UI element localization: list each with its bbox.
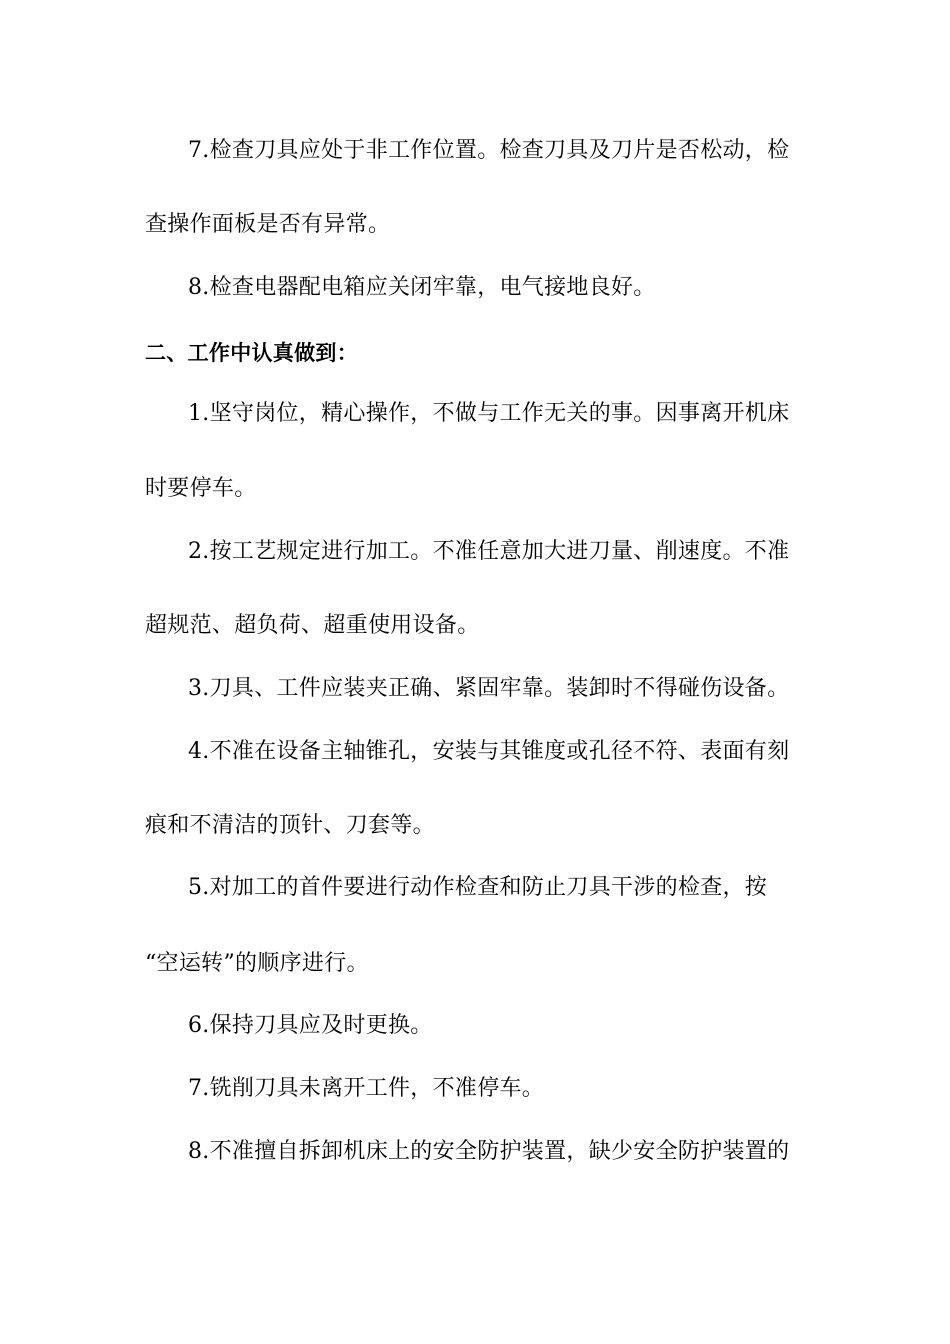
section-heading: 二、工作中认真做到： [145, 341, 358, 365]
paragraph-line: 痕和不清洁的顶针、刀套等。 [145, 813, 435, 838]
paragraph-line: 6.保持刀具应及时更换。 [188, 1013, 433, 1038]
paragraph-line: 查操作面板是否有异常。 [145, 212, 391, 237]
paragraph-line: 1.坚守岗位，精心操作，不做与工作无关的事。因事离开机床 [188, 401, 790, 426]
paragraph-line: 3.刀具、工件应装夹正确、紧固牢靠。装卸时不得碰伤设备。 [188, 676, 790, 701]
paragraph-line: 8.检查电器配电箱应关闭牢靠，电气接地良好。 [188, 275, 656, 300]
paragraph-line: 4.不准在设备主轴锥孔，安装与其锥度或孔径不符、表面有刻 [188, 739, 790, 764]
paragraph-line: 2.按工艺规定进行加工。不准任意加大进刀量、削速度。不准 [188, 539, 790, 564]
paragraph-line: 7.铣削刀具未离开工件，不准停车。 [188, 1076, 545, 1101]
paragraph-line: 超规范、超负荷、超重使用设备。 [145, 613, 480, 638]
paragraph-line: 7.检查刀具应处于非工作位置。检查刀具及刀片是否松动，检 [188, 138, 790, 163]
paragraph-line: 5.对加工的首件要进行动作检查和防止刀具干涉的检查，按 [188, 875, 768, 900]
paragraph-line: 8.不准擅自拆卸机床上的安全防护装置，缺少安全防护装置的 [188, 1139, 790, 1164]
paragraph-line: “空运转”的顺序进行。 [145, 951, 369, 976]
paragraph-line: 时要停车。 [145, 476, 257, 501]
